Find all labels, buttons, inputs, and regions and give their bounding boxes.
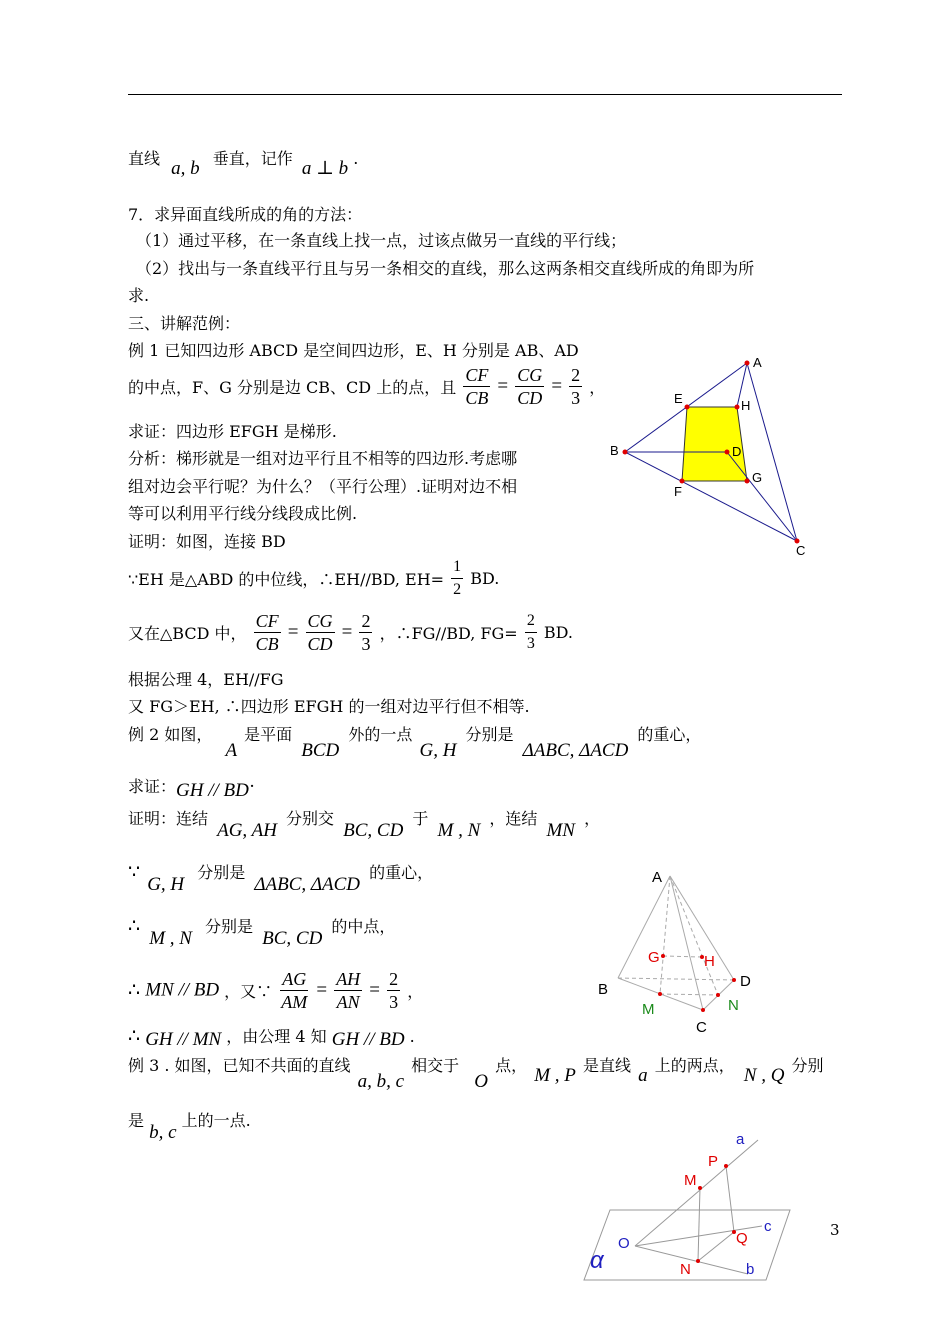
example-3-statement-cont: 是 b, c 上的一点. [128, 1111, 251, 1143]
analysis-line-2: 组对边会平行呢？为什么？（平行公理）.证明对边不相 [128, 477, 518, 496]
label-f: F [674, 484, 682, 499]
figure-2-tetrahedron [590, 860, 770, 1040]
example-1-line-2: 的中点，F、G 分别是边 CB、CD 上的点，且 $\frac{CF}{CB}$ = $\frac{CG}{CD}$ = $\frac{2}{3}$ ， [128, 365, 606, 408]
example-1-prove: 求证：四边形 EFGH 是梯形. [128, 422, 337, 441]
example-2-proof-3: ∴ M , N 分别是 BC, CD 的中点， [128, 916, 396, 949]
label-a: A [652, 869, 663, 886]
edge-dc [727, 452, 797, 541]
header-rule [128, 94, 842, 95]
segment-pq [726, 1166, 734, 1232]
label-d: D [740, 973, 751, 990]
method-1: （1）通过平移，在一条直线上找一点，过该点做另一直线的平行线； [136, 231, 627, 250]
example-1-line-1: 例 1 已知四边形 ABCD 是空间四边形，E、H 分别是 AB、AD [128, 341, 579, 360]
label-e: E [674, 391, 683, 406]
label-q: Q [736, 1230, 748, 1247]
figure-3-lines-and-plane [580, 1128, 800, 1288]
example-2-proof-4: ∴ MN // BD ，又∵ $\frac{AG}{AM}$ = $\frac{AH}{AN}$ = $\frac{2}{3}$ ， [128, 969, 424, 1012]
segment-mn [698, 1188, 700, 1261]
example-2-proof-5: ∴ GH // MN ，由公理 4 知 GH // BD . [128, 1026, 415, 1050]
example-2-statement: 例 2 如图， A 是平面 BCD 外的一点 G, H 分别是 ΔABC, ΔACD 的重心， [128, 725, 702, 761]
section-3-heading: 三、讲解范例： [128, 314, 241, 333]
label-o: O [618, 1235, 630, 1252]
label-m: M [642, 1001, 655, 1018]
edge-ac [747, 363, 797, 541]
example-3-statement: 例 3 . 如图，已知不共面的直线 a, b, c 相交于 O 点， M , P 是直线 a 上的两点， N , Q 分别 [128, 1056, 824, 1092]
method-2-cont: 求. [128, 286, 150, 305]
analysis-line-1: 分析：梯形就是一组对边平行且不相等的四边形.考虑哪 [128, 449, 518, 468]
method-2: （2）找出与一条直线平行且与另一条相交的直线，那么这两条相交直线所成的角即为所 [136, 259, 755, 278]
label-h: H [741, 398, 751, 413]
label-d: D [732, 444, 742, 459]
line-b [635, 1246, 748, 1274]
label-g: G [752, 470, 763, 485]
label-g: G [648, 949, 660, 966]
label-m: M [684, 1172, 697, 1189]
label-alpha: α [590, 1247, 604, 1274]
proof-line-3: 根据公理 4，EH//FG [128, 670, 284, 689]
proof-line-4: 又 FG＞EH, ∴四边形 EFGH 的一组对边平行但不相等. [128, 697, 530, 716]
label-h: H [704, 953, 715, 970]
figure-1-quadrilateral [600, 345, 830, 560]
label-a: A [753, 355, 762, 370]
label-n: N [728, 997, 739, 1014]
label-b: b [746, 1261, 755, 1278]
page-number: 3 [830, 1221, 840, 1239]
label-n: N [680, 1261, 691, 1278]
section-7-title: 7．求异面直线所成的角的方法： [128, 205, 363, 224]
proof-line-1: ∵EH 是△ABD 的中位线，∴EH//BD, EH= $\frac{1}{2}$ BD. [128, 558, 500, 598]
label-p: P [708, 1153, 719, 1170]
proof-line-2: 又在△BCD 中， $\frac{CF}{CB}$ = $\frac{CG}{CD}$ = $\frac{2}{3}$ ，∴FG//BD, FG= $\frac{2}{3}$ BD. [128, 611, 574, 654]
label-c: C [696, 1019, 707, 1036]
label-b: B [610, 443, 619, 458]
label-c: c [764, 1218, 772, 1235]
label-c: C [796, 543, 806, 558]
example-2-proof-1: 证明：连结 AG, AH 分别交 BC, CD 于 M , N ，连结 MN ， [128, 809, 601, 841]
label-a: a [736, 1131, 745, 1148]
analysis-line-3: 等可以利用平行线分线段成比例. [128, 504, 358, 523]
perpendicular-line: 直线 a, b 垂直，记作 a ⊥ b . [128, 149, 359, 179]
example-2-proof-2: ∵ G, H 分别是 ΔABC, ΔACD 的重心， [128, 862, 434, 895]
example-2-prove: 求证：GH // BD· [128, 776, 256, 801]
label-b: B [598, 981, 609, 998]
proof-intro: 证明：如图，连接 BD [128, 532, 286, 551]
